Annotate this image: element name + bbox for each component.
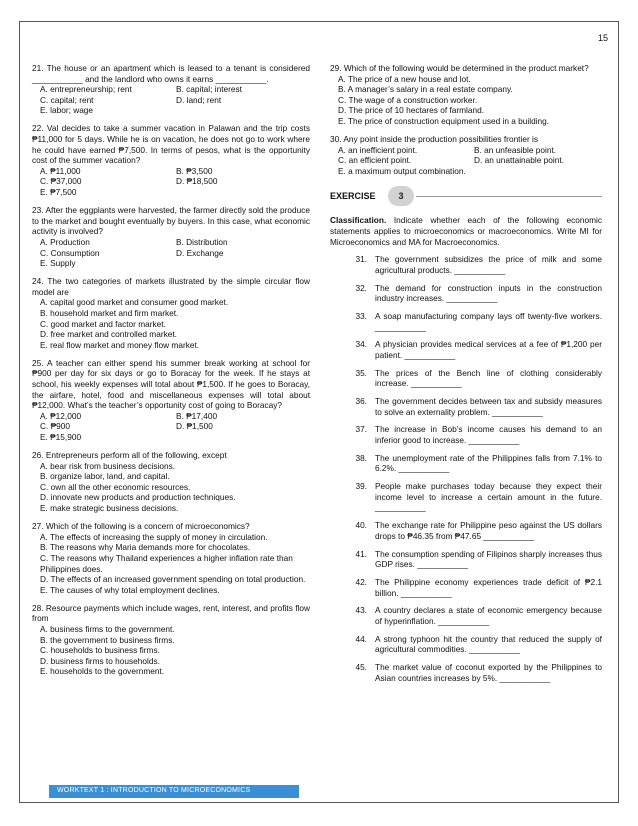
right-column — [330, 63, 602, 690]
question-stem: 25. A teacher can either spend his summer break working at school for ₱900 per day for six days or go to Boracay for the week. If he stays at school, his weekly expenses will total about ₱1,500. If he goes to Boracay, the airfare, hotel, food and miscellaneous expenses will total about ₱12,000. What’s the teacher’s opportunity cost of going to Boracay? — [32, 357, 310, 411]
item-text: The consumption spending of Filipinos sharply increases thus GDP rises. ___________ — [375, 548, 602, 570]
option-e: E. ₱15,900 — [40, 432, 82, 442]
item-text: The unemployment rate of the Philippines falls from 7.1% to 6.2%. ___________ — [375, 452, 602, 474]
question-25 — [32, 358, 310, 443]
question-28 — [32, 603, 310, 677]
option-c: C. The wage of a construction worker. — [338, 94, 478, 105]
question-stem: 21. The house or an apartment which is leased to a tenant is considered ___________ and the landlord who owns it earns ___________. — [32, 63, 310, 84]
question-23 — [32, 205, 310, 269]
option-b: B. The reasons why Maria demands more for chocolates. — [40, 542, 251, 553]
question-stem: 29. Which of the following would be determined in the product market? — [330, 63, 589, 73]
exercise-item — [330, 453, 602, 474]
item-number: 41. — [355, 548, 367, 559]
item-text: The exchange rate for Philippine peso against the US dollars drops to ₱46.35 from ₱47.65 ___________ — [375, 520, 602, 541]
option-a: A. entrepreneurship; rent — [40, 84, 132, 95]
question-stem: 28. Resource payments which include wages, rent, interest, and profits flow from — [32, 602, 310, 624]
instructions-text: Indicate whether each of the following economic statements applies to microeconomics or macroeconomics. Write MI for Microeconomics and MA for Macroeconomics. — [330, 215, 602, 247]
option-b: B. organize labor, land, and capital. — [40, 471, 170, 482]
item-number: 34. — [355, 339, 367, 350]
exercise-item — [330, 396, 602, 417]
option-c: C. own all the other economic resources. — [40, 481, 191, 492]
item-number: 45. — [355, 662, 367, 673]
question-stem: 24. The two categories of markets illustrated by the simple circular flow model are — [32, 276, 310, 297]
option-c: C. good market and factor market. — [40, 318, 166, 329]
option-b: B. the government to business firms. — [40, 634, 175, 645]
question-stem: 23. After the eggplants were harvested, the farmer directly sold the produce to the market and bought eventually by buyers. In this case, what economic activity is involved? — [32, 205, 310, 237]
option-d: D. land; rent — [176, 94, 222, 105]
exercise-item — [330, 339, 602, 360]
option-d: D. The price of 10 hectares of farmland. — [338, 105, 485, 116]
option-b: B. household market and firm market. — [40, 307, 179, 318]
option-a: A. bear risk from business decisions. — [40, 460, 176, 471]
option-a: A. Production — [40, 236, 90, 247]
option-a: A. capital good market and consumer good market. — [40, 297, 229, 308]
option-c: C. capital; rent — [40, 94, 94, 105]
option-b: B. ₱3,500 — [176, 165, 213, 176]
item-text: A soap manufacturing company lays off twenty-five workers. ___________ — [375, 310, 602, 332]
exercise-item — [330, 311, 602, 332]
exercise-item — [330, 254, 602, 275]
item-number: 42. — [355, 576, 367, 587]
question-21 — [32, 63, 310, 116]
item-number: 39. — [355, 481, 367, 492]
item-text: People make purchases today because they expect their income level to increase a certain amount in the future. ___________ — [375, 481, 602, 513]
option-a: A. The effects of increasing the supply of money in circulation. — [40, 531, 268, 542]
exercise-item — [330, 577, 602, 598]
question-27 — [32, 521, 310, 595]
exercise-item — [330, 662, 602, 683]
question-stem: 26. Entrepreneurs perform all of the following, except — [32, 450, 227, 461]
question-22 — [32, 123, 310, 197]
option-a: A. business firms to the government. — [40, 624, 175, 634]
item-number: 33. — [355, 310, 367, 321]
question-stem: 30. Any point inside the production possibilities frontier is — [330, 134, 539, 145]
item-text: A physician provides medical services at a fee of ₱1,200 per patient. ___________ — [375, 339, 602, 360]
question-stem: 22. Val decides to take a summer vacation in Palawan and the trip costs ₱11,000 for 5 days. While he is on vacation, he does not go to work where he could have earned ₱7,500. In terms of pesos, what is the opportunity cost of the summer vacation? — [32, 123, 310, 166]
exercise-item — [330, 549, 602, 570]
option-e: E. households to the government. — [40, 666, 165, 677]
option-b: B. Distribution — [176, 236, 228, 247]
exercise-item — [330, 605, 602, 626]
item-number: 32. — [355, 282, 367, 293]
exercise-items — [330, 254, 602, 683]
option-c: C. The reasons why Thailand experiences a higher inflation rate than Philippines does. — [40, 552, 293, 574]
option-e: E. Supply — [40, 258, 76, 269]
instructions-title: Classification. — [330, 215, 387, 226]
exercise-instructions — [330, 215, 602, 247]
item-text: The market value of coconut exported by the Philippines to Asian countries increases by 5%. ___________ — [375, 662, 602, 683]
item-text: A strong typhoon hit the country that reduced the supply of agricultural commodities. ___________ — [375, 633, 602, 655]
option-c: C. households to business firms. — [40, 645, 160, 656]
option-e: E. labor; wage — [40, 105, 94, 116]
option-c: C. ₱900 — [40, 421, 70, 432]
footer-text: WORKTEXT 1 : INTRODUCTION TO MICROECONOMICS — [57, 787, 251, 794]
exercise-item — [330, 368, 602, 389]
left-column — [32, 63, 310, 684]
option-d: D. Exchange — [176, 247, 224, 258]
question-26 — [32, 450, 310, 514]
option-d: D. innovate new products and production techniques. — [40, 492, 236, 503]
item-number: 38. — [355, 452, 367, 463]
item-text: A country declares a state of economic emergency because of hyperinflation. ___________ — [375, 605, 602, 626]
exercise-item — [330, 634, 602, 655]
exercise-item — [330, 424, 602, 445]
question-stem: 27. Which of the following is a concern of microeconomics? — [32, 521, 250, 532]
page-number: 15 — [597, 33, 608, 43]
option-a: A. The price of a new house and lot. — [338, 73, 471, 84]
option-c: C. ₱37,000 — [40, 176, 82, 187]
item-text: The demand for construction inputs in the construction industry increases. ___________ — [375, 282, 602, 304]
item-number: 35. — [355, 367, 367, 378]
exercise-divider — [416, 196, 602, 197]
option-a: A. ₱12,000 — [40, 410, 82, 421]
option-c: C. Consumption — [40, 247, 100, 258]
item-number: 44. — [355, 633, 367, 644]
option-e: E. ₱7,500 — [40, 187, 77, 198]
option-d: D. ₱1,500 — [176, 421, 213, 432]
exercise-item — [330, 283, 602, 304]
option-e: E. real flow market and money flow market. — [40, 339, 200, 350]
option-e: E. make strategic business decisions. — [40, 503, 179, 514]
exercise-label: EXERCISE — [330, 191, 376, 202]
option-b: B. an unfeasible point. — [474, 144, 557, 155]
option-d: D. business firms to households. — [40, 655, 160, 666]
question-29 — [330, 63, 602, 127]
option-e: E. The causes of why total employment declines. — [40, 584, 220, 595]
item-text: The government decides between tax and subsidy measures to solve an externality problem. ___________ — [375, 396, 602, 417]
option-b: B. A manager’s salary in a real estate company. — [338, 84, 513, 95]
footer — [19, 785, 619, 803]
exercise-header — [330, 186, 602, 206]
item-number: 36. — [355, 396, 367, 407]
question-24 — [32, 276, 310, 350]
item-number: 40. — [355, 520, 367, 531]
item-text: The government subsidizes the price of milk and some agricultural products. ___________ — [375, 254, 602, 275]
question-30 — [330, 134, 602, 176]
item-number: 31. — [355, 254, 367, 265]
exercise-number-badge: 3 — [388, 186, 414, 206]
item-text: The increase in Bob’s income causes his demand to an inferior good to increase. ___________ — [375, 424, 602, 446]
option-d: D. ₱18,500 — [176, 176, 218, 187]
option-d: D. free market and controlled market. — [40, 329, 177, 340]
option-b: B. capital; interest — [176, 84, 242, 95]
exercise-item — [330, 481, 602, 513]
option-b: B. ₱17,400 — [176, 410, 218, 421]
option-d: D. The effects of an increased government spending on total production. — [40, 574, 306, 585]
option-a: A. ₱11,000 — [40, 165, 81, 176]
item-text: The Philippine economy experiences trade deficit of ₱2.1 billion. ___________ — [375, 576, 602, 598]
item-number: 43. — [355, 605, 367, 616]
item-text: The prices of the Bench line of clothing considerably increase. ___________ — [375, 367, 602, 389]
option-d: D. an unattainable point. — [474, 155, 564, 166]
exercise-item — [330, 520, 602, 541]
option-a: A. an inefficient point. — [338, 144, 418, 155]
item-number: 37. — [355, 424, 367, 435]
option-e: E. The price of construction equipment used in a building. — [338, 115, 550, 126]
option-c: C. an efficient point. — [338, 155, 412, 166]
option-e: E. a maximum output combination. — [338, 165, 466, 176]
